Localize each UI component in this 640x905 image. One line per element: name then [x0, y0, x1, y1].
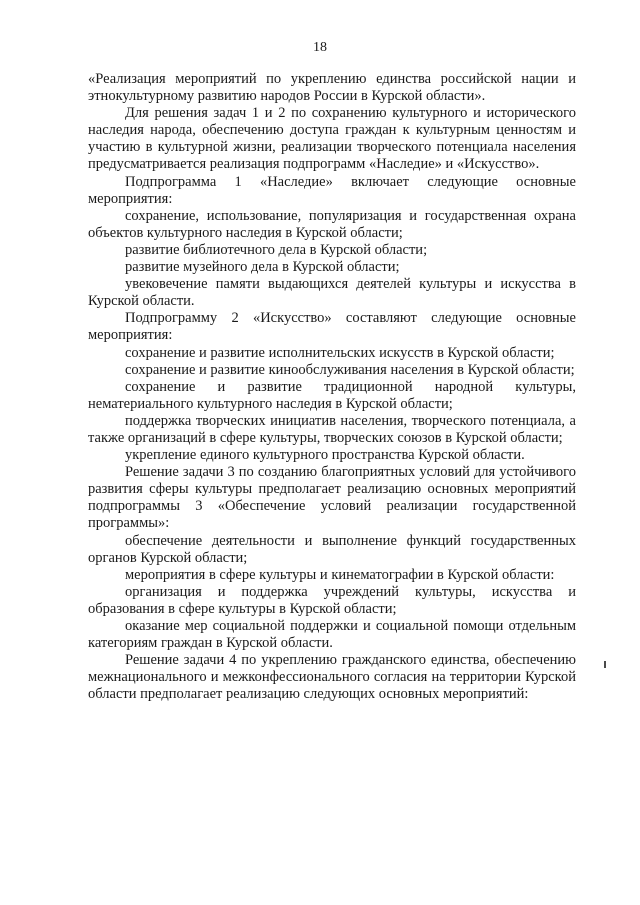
list-item: мероприятия в сфере культуры и кинематографии в Курской области: [125, 566, 555, 583]
list-item: обеспечение деятельности и выполнение функций государственных органов Курской области; [88, 532, 576, 566]
list-item: укрепление единого культурного пространства Курской области. [125, 447, 525, 464]
list-item: развитие библиотечного дела в Курской области; [125, 241, 428, 258]
page-number: 18 [313, 40, 327, 55]
paragraph: «Реализация мероприятий по укреплению единства российской нации и этнокультурному развитию народов России в Курской области». [88, 71, 576, 105]
list-item: развитие музейного дела в Курской области; [125, 259, 400, 276]
list-item: сохранение и развитие кинообслуживания населения в Курской области; [125, 361, 575, 378]
paragraph: Для решения задач 1 и 2 по сохранению культурного и исторического наследия народа, обеспечению доступа граждан к культурным ценностям и участию в культурной жизни, реализации творческого потенциала населения предусматривается реализация подпрограмм «Наследие» и «Искусство». [88, 105, 576, 173]
body-text [88, 71, 576, 703]
list-item: сохранение, использование, популяризация и государственная охрана объектов культурного наследия в Курской области; [88, 207, 576, 241]
list-item: поддержка творческих инициатив населения, творческого потенциала, а также организаций в сфере культуры, творческих союзов в Курской области; [88, 412, 576, 446]
list-item: сохранение и развитие исполнительских искусств в Курской области; [125, 344, 555, 361]
paragraph: Подпрограмма 1 «Наследие» включает следующие основные мероприятия: [88, 173, 576, 207]
paragraph: Подпрограмму 2 «Искусство» составляют следующие основные мероприятия: [88, 310, 576, 344]
paragraph: Решение задачи 4 по укреплению гражданского единства, обеспечению межнационального и межконфессионального согласия на территории Курской области предполагает реализацию следующих основных мероприятий: [88, 652, 576, 703]
paragraph: Решение задачи 3 по созданию благоприятных условий для устойчивого развития сферы культуры предполагает реализацию основных мероприятий подпрограммы 3 «Обеспечение условий реализации государственной программы»: [88, 464, 576, 532]
scan-speck [604, 661, 606, 668]
list-item: сохранение и развитие традиционной народной культуры, нематериального культурного наследия в Курской области; [88, 378, 576, 412]
list-item: оказание мер социальной поддержки и социальной помощи отдельным категориям граждан в Курской области. [88, 618, 576, 652]
list-item: организация и поддержка учреждений культуры, искусства и образования в сфере культуры в Курской области; [88, 583, 576, 617]
list-item: увековечение памяти выдающихся деятелей культуры и искусства в Курской области. [88, 276, 576, 310]
